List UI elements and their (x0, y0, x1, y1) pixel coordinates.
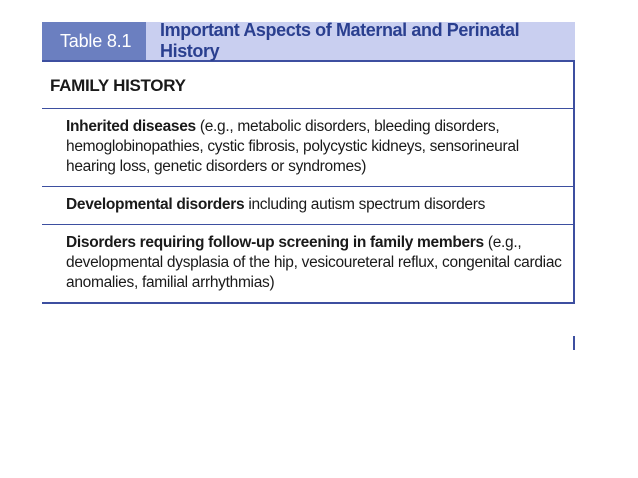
row-term: Inherited diseases (66, 118, 196, 135)
table-row (42, 187, 573, 225)
table-body (42, 60, 575, 304)
table-number: Table 8.1 (42, 22, 146, 60)
table-header (42, 22, 575, 60)
section-heading: FAMILY HISTORY (42, 62, 573, 109)
row-term: Developmental disorders (66, 196, 245, 213)
table-border-tail (573, 336, 575, 350)
row-description: including autism spectrum disorders (244, 196, 486, 213)
table (42, 22, 575, 304)
row-description: (e.g., developmental dysplasia of the hip, vesicoureteral reflux, congenital cardiac anomalies, familial arrhythmias) (66, 234, 562, 291)
table-row (42, 225, 573, 304)
table-title: Important Aspects of Maternal and Perinatal History (146, 22, 575, 60)
row-description: (e.g., metabolic disorders, bleeding disorders, hemoglobinopathies, cystic fibrosis, polycystic kidneys, sensorineural hearing loss, genetic disorders or syndromes) (66, 118, 519, 175)
row-term: Disorders requiring follow-up screening in family members (66, 234, 484, 251)
table-row (42, 109, 573, 187)
